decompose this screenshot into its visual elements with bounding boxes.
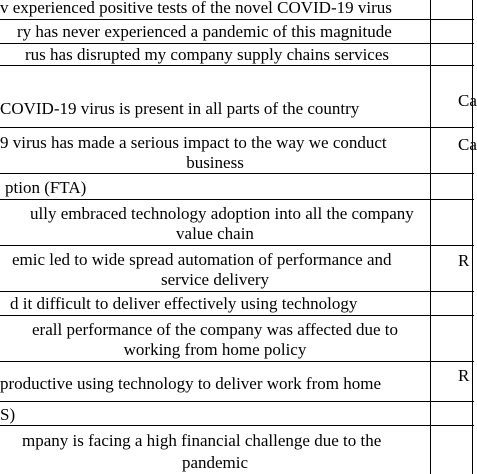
row-text-line1: emic led to wide spread automation of performance and — [12, 250, 392, 269]
row-text: rus has disrupted my company supply chains services — [25, 45, 390, 64]
side-text: Ca — [458, 91, 477, 110]
row-text: productive using technology to deliver work from home — [0, 374, 381, 393]
row-text: v experienced positive tests of the novel COVID-19 virus — [0, 0, 392, 17]
row-text-line1: ully embraced technology adoption into all the company — [30, 204, 414, 223]
section-row — [0, 174, 474, 200]
table-row — [0, 426, 474, 474]
table-row — [0, 362, 474, 402]
row-text-line1: mpany is facing a high financial challenge due to the — [22, 431, 382, 450]
row-text-line2: working from home policy — [123, 340, 307, 359]
row-text-line2: value chain — [176, 224, 254, 243]
side-text: R — [458, 251, 470, 270]
row-text: COVID-19 virus is present in all parts of the country — [0, 99, 360, 118]
table-row — [0, 0, 474, 20]
row-text: ry has never experienced a pandemic of this magnitude — [17, 22, 392, 41]
table-row — [0, 246, 474, 292]
side-text: Ca — [458, 135, 477, 154]
section-label: ption (FTA) — [5, 178, 87, 197]
table-row — [0, 316, 474, 362]
section-row — [0, 402, 474, 426]
table-row — [0, 200, 474, 246]
table-row — [0, 292, 474, 316]
row-text-line2: service delivery — [160, 270, 270, 289]
row-text-line1: erall performance of the company was affected due to — [32, 320, 398, 339]
table-row — [0, 66, 477, 128]
section-label: S) — [0, 405, 16, 424]
row-text-line2: business — [186, 153, 244, 172]
table-row — [0, 44, 474, 66]
table-right-border — [472, 0, 473, 474]
table-row — [0, 20, 474, 44]
row-text-line1: 9 virus has made a serious impact to the way we conduct — [0, 133, 387, 152]
row-text-line2: pandemic — [181, 453, 249, 472]
side-text: R — [458, 366, 470, 385]
table-row — [0, 128, 477, 174]
row-text: d it difficult to deliver effectively using technology — [10, 294, 358, 313]
